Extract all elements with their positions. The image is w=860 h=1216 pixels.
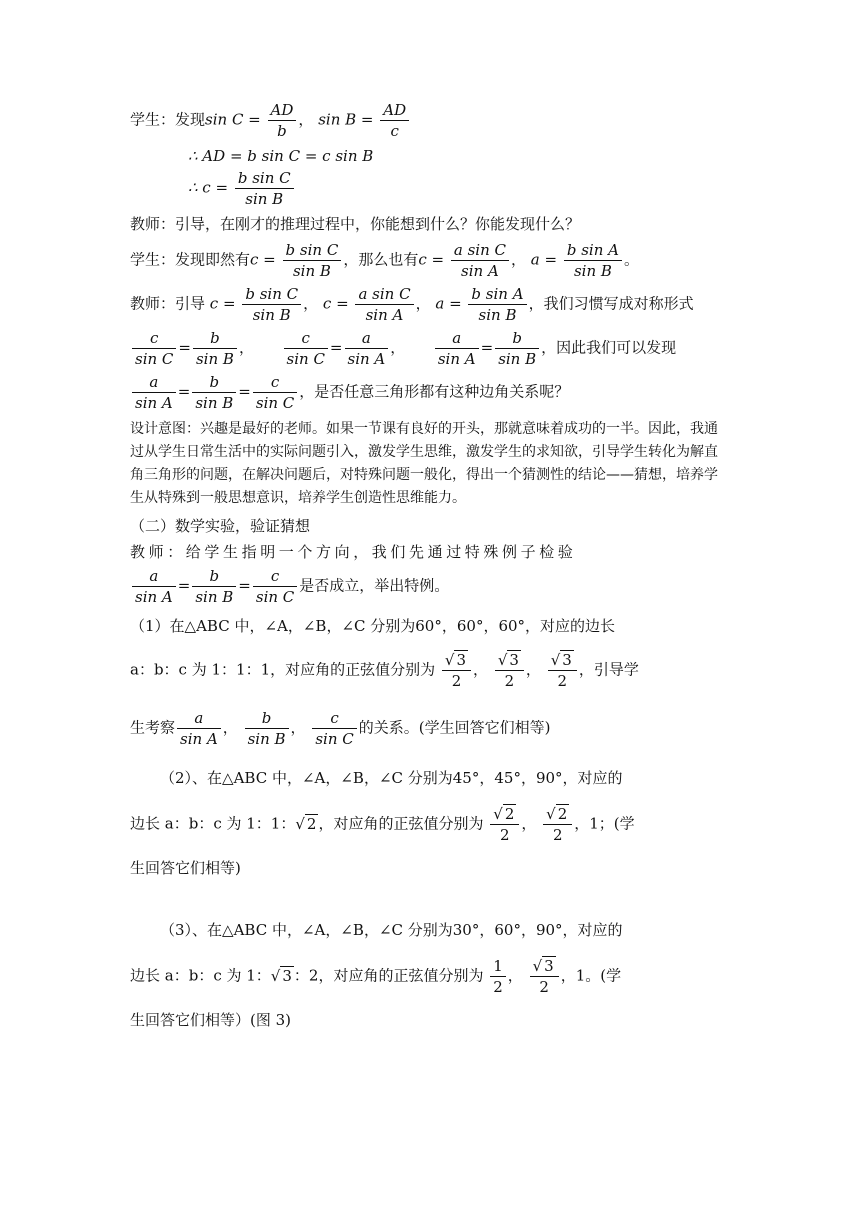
denominator: sin A	[135, 588, 173, 606]
fraction-sqrt3-2	[495, 650, 524, 691]
numerator: b sin C	[283, 240, 342, 261]
text: ，引导学	[578, 660, 639, 679]
numerator: 1	[490, 956, 506, 977]
denominator: sin B	[195, 588, 234, 606]
fraction-sqrt2-2	[543, 804, 572, 845]
denominator: 2	[504, 672, 515, 690]
equals: =	[238, 576, 251, 595]
denominator: sin B	[478, 306, 517, 324]
line-teacher-direction: 教师：给学生指明一个方向，我们先通过特殊例子检验	[130, 543, 577, 561]
separator: ，	[473, 660, 489, 679]
radicand: 3	[282, 966, 292, 985]
example-1-line-2	[130, 642, 730, 704]
example-3-line-1: （3）、在△ABC 中，∠A，∠B，∠C 分别为30°，60°，90°，对应的	[160, 921, 623, 939]
section-heading: （二）数学实验，验证猜想	[130, 517, 311, 535]
numerator: AD	[380, 100, 409, 121]
line-teacher-question: 教师：引导，在刚才的推理过程中，你能想到什么？你能发现什么？	[130, 215, 581, 233]
denominator: 2	[557, 672, 568, 690]
denominator: 2	[539, 978, 549, 996]
numerator: a	[132, 372, 176, 393]
numerator: b sin C	[242, 284, 301, 305]
text: ，1。(学	[560, 966, 622, 985]
numerator: AD	[268, 100, 297, 121]
math-c-eq: ∴ c =	[188, 178, 229, 197]
denominator: sin B	[247, 730, 286, 748]
denominator: sin C	[315, 730, 354, 748]
example-3-line-3: 生回答它们相等）(图 3)	[130, 1011, 292, 1029]
fraction-sqrt3-2	[530, 956, 559, 997]
fraction-asinC-sinA	[451, 240, 509, 281]
denominator: 2	[451, 672, 462, 690]
text: 是否成立，举出特例。	[299, 576, 450, 595]
math-c-eq: c =	[250, 250, 276, 269]
numerator: c	[284, 328, 328, 349]
fraction-c-sinC	[253, 566, 297, 607]
separator: ，	[222, 718, 238, 737]
denominator: 2	[493, 978, 503, 996]
example-1-line-3	[130, 704, 730, 758]
radicand: 2	[557, 805, 568, 823]
fraction-sqrt3-2	[442, 650, 471, 691]
denominator: sin C	[255, 588, 295, 606]
fraction-c-sinC	[312, 708, 356, 749]
fraction-bsinC-sinB	[283, 240, 342, 281]
sqrt-2: √ 2	[295, 814, 317, 833]
text: 学生：发现	[130, 110, 206, 129]
math-sinB: sin B =	[318, 110, 374, 129]
line-therefore-AD: ∴ AD = b sin C = c sin B	[188, 147, 374, 165]
text: 边长 a：b：c 为 1：1：	[130, 814, 296, 833]
equals: =	[178, 338, 191, 357]
fraction-sqrt2-2	[490, 804, 519, 845]
numerator: √ 3	[548, 650, 577, 671]
numerator: b sin C	[235, 168, 294, 189]
fraction-b-sinB	[245, 708, 289, 749]
numerator: b sin A	[468, 284, 526, 305]
numerator: √ 3	[442, 650, 471, 671]
numerator: a	[132, 566, 176, 587]
fraction-b-sinB	[192, 372, 236, 413]
denominator: sin B	[573, 262, 612, 280]
document-page	[130, 100, 730, 1038]
numerator: √ 2	[490, 804, 519, 825]
text: 学生：发现即然有	[130, 250, 251, 269]
separator: ，	[290, 718, 306, 737]
numerator: a sin C	[355, 284, 413, 305]
numerator: b sin A	[564, 240, 622, 261]
separator: ，	[390, 338, 406, 357]
separator: ，	[525, 660, 541, 679]
radicand: 3	[544, 957, 554, 975]
line-law-of-sines-question	[130, 372, 730, 416]
text: ，因此我们可以发现	[541, 338, 677, 357]
numerator: b	[192, 372, 236, 393]
numerator: c	[253, 372, 297, 393]
numerator: c	[312, 708, 356, 729]
denominator: sin B	[195, 394, 234, 412]
denominator: c	[390, 122, 399, 140]
numerator: b	[192, 566, 236, 587]
radicand: 2	[306, 814, 317, 833]
text: 生考察	[130, 718, 176, 737]
radicand: 3	[456, 651, 467, 669]
denominator: 2	[500, 826, 510, 844]
line-therefore-c	[130, 168, 730, 212]
fraction-b-sinB	[192, 566, 236, 607]
fraction-asinC-sinA	[355, 284, 413, 325]
text: 。	[624, 250, 640, 269]
equals: =	[480, 338, 494, 357]
denominator: sin A	[365, 306, 404, 324]
separator: ，	[298, 110, 314, 129]
numerator: c	[132, 328, 176, 349]
numerator: b	[495, 328, 539, 349]
math-a-eq: a =	[435, 294, 462, 313]
text: 边长 a：b：c 为 1：	[130, 966, 271, 985]
example-2-line-1: （2）、在△ABC 中，∠A，∠B，∠C 分别为45°，45°，90°，对应的	[160, 769, 623, 787]
example-2-line-3: 生回答它们相等)	[130, 859, 241, 877]
numerator: a	[435, 328, 479, 349]
line-student-sinC	[130, 100, 730, 144]
numerator: c	[253, 566, 297, 587]
denominator: sin B	[195, 350, 234, 368]
separator: ，	[415, 294, 431, 313]
fraction-1-2	[490, 956, 506, 997]
denominator: 2	[552, 826, 563, 844]
fraction-a-sinA	[177, 708, 221, 749]
denominator: sin A	[180, 730, 218, 748]
numerator: b	[245, 708, 289, 729]
denominator: sin A	[461, 262, 499, 280]
fraction-bsinC-sinB	[235, 168, 294, 209]
numerator: b	[193, 328, 237, 349]
denominator: sin B	[252, 306, 291, 324]
math-sinC: sin C =	[205, 110, 261, 129]
fraction-a-sinA	[132, 372, 176, 413]
math-c-eq: c =	[322, 294, 349, 313]
fraction-a-sinA	[132, 566, 176, 607]
equals: =	[177, 382, 191, 401]
radicand: 2	[504, 805, 515, 823]
sqrt-3: √ 3	[270, 966, 292, 985]
denominator: sin A	[437, 350, 476, 368]
denominator: b	[277, 122, 287, 140]
fraction-b-sinB	[193, 328, 237, 369]
text: 教师：引导	[130, 294, 206, 313]
denominator: sin B	[292, 262, 331, 280]
separator: ，	[521, 814, 537, 833]
separator: ，	[238, 338, 254, 357]
math-a-eq: a =	[530, 250, 558, 269]
text: a：b：c 为 1：1：1，对应角的正弦值分别为	[130, 660, 436, 679]
numerator: a	[345, 328, 389, 349]
fraction-bsinA-sinB	[564, 240, 622, 281]
math-c-eq: c =	[209, 294, 236, 313]
equals: =	[238, 382, 251, 401]
text: ，我们习惯写成对称形式	[528, 294, 694, 313]
fraction-AD-b	[268, 100, 297, 141]
denominator: sin A	[135, 394, 173, 412]
denominator: sin C	[135, 350, 174, 368]
math-c-eq: c =	[418, 250, 445, 269]
denominator: sin B	[245, 190, 284, 208]
text: ，1；(学	[574, 814, 635, 833]
fraction-c-sinC	[253, 372, 297, 413]
denominator: sin A	[347, 350, 386, 368]
design-intent-paragraph: 设计意图：兴趣是最好的老师。如果一节课有良好的开头，那就意味着成功的一半。因此，我通过从学生日常生活中的实际问题引入，激发学生思维，激发学生的求知欲，引导学生转化为解直角三角形的问题，在解决问题后，对特殊问题一般化，得出一个猜测性的结论——猜想，培养学生从特殊到一般思想意识，培养学生创造性思维能力。	[130, 421, 718, 506]
example-1-line-1: （1）在△ABC 中，∠A，∠B，∠C 分别为60°，60°，60°，对应的边长	[130, 617, 616, 635]
line-symmetric-forms	[130, 328, 730, 372]
equals: =	[329, 338, 343, 357]
fraction-bsinA-sinB	[468, 284, 526, 325]
fraction-a-sinA	[345, 328, 389, 369]
numerator: √ 2	[543, 804, 572, 825]
radicand: 3	[509, 651, 519, 669]
line-law-check	[130, 566, 730, 610]
numerator: a	[177, 708, 221, 729]
text: ，那么也有	[343, 250, 419, 269]
radicand: 3	[562, 651, 572, 669]
line-student-discover	[130, 240, 730, 284]
example-2-line-2	[130, 800, 730, 856]
separator: ，	[511, 250, 527, 269]
fraction-sqrt3-2	[548, 650, 577, 691]
fraction-b-sinB	[495, 328, 539, 369]
text: ，是否任意三角形都有这种边角关系呢？	[299, 382, 570, 401]
equals: =	[177, 576, 191, 595]
separator: ，	[303, 294, 319, 313]
example-3-line-2	[130, 952, 730, 1008]
fraction-bsinC-sinB	[242, 284, 301, 325]
denominator: sin C	[255, 394, 295, 412]
numerator: a sin C	[451, 240, 509, 261]
fraction-c-sinC	[132, 328, 176, 369]
fraction-AD-c	[380, 100, 409, 141]
line-teacher-symmetric	[130, 284, 730, 328]
denominator: sin C	[286, 350, 325, 368]
fraction-c-sinC	[284, 328, 328, 369]
denominator: sin B	[498, 350, 537, 368]
numerator: √ 3	[495, 650, 524, 671]
text: ，对应角的正弦值分别为	[318, 814, 484, 833]
fraction-a-sinA	[435, 328, 479, 369]
text: 的关系。(学生回答它们相等)	[358, 718, 551, 737]
separator: ，	[507, 966, 523, 985]
numerator: √ 3	[530, 956, 559, 977]
text: ：2，对应角的正弦值分别为	[293, 966, 484, 985]
